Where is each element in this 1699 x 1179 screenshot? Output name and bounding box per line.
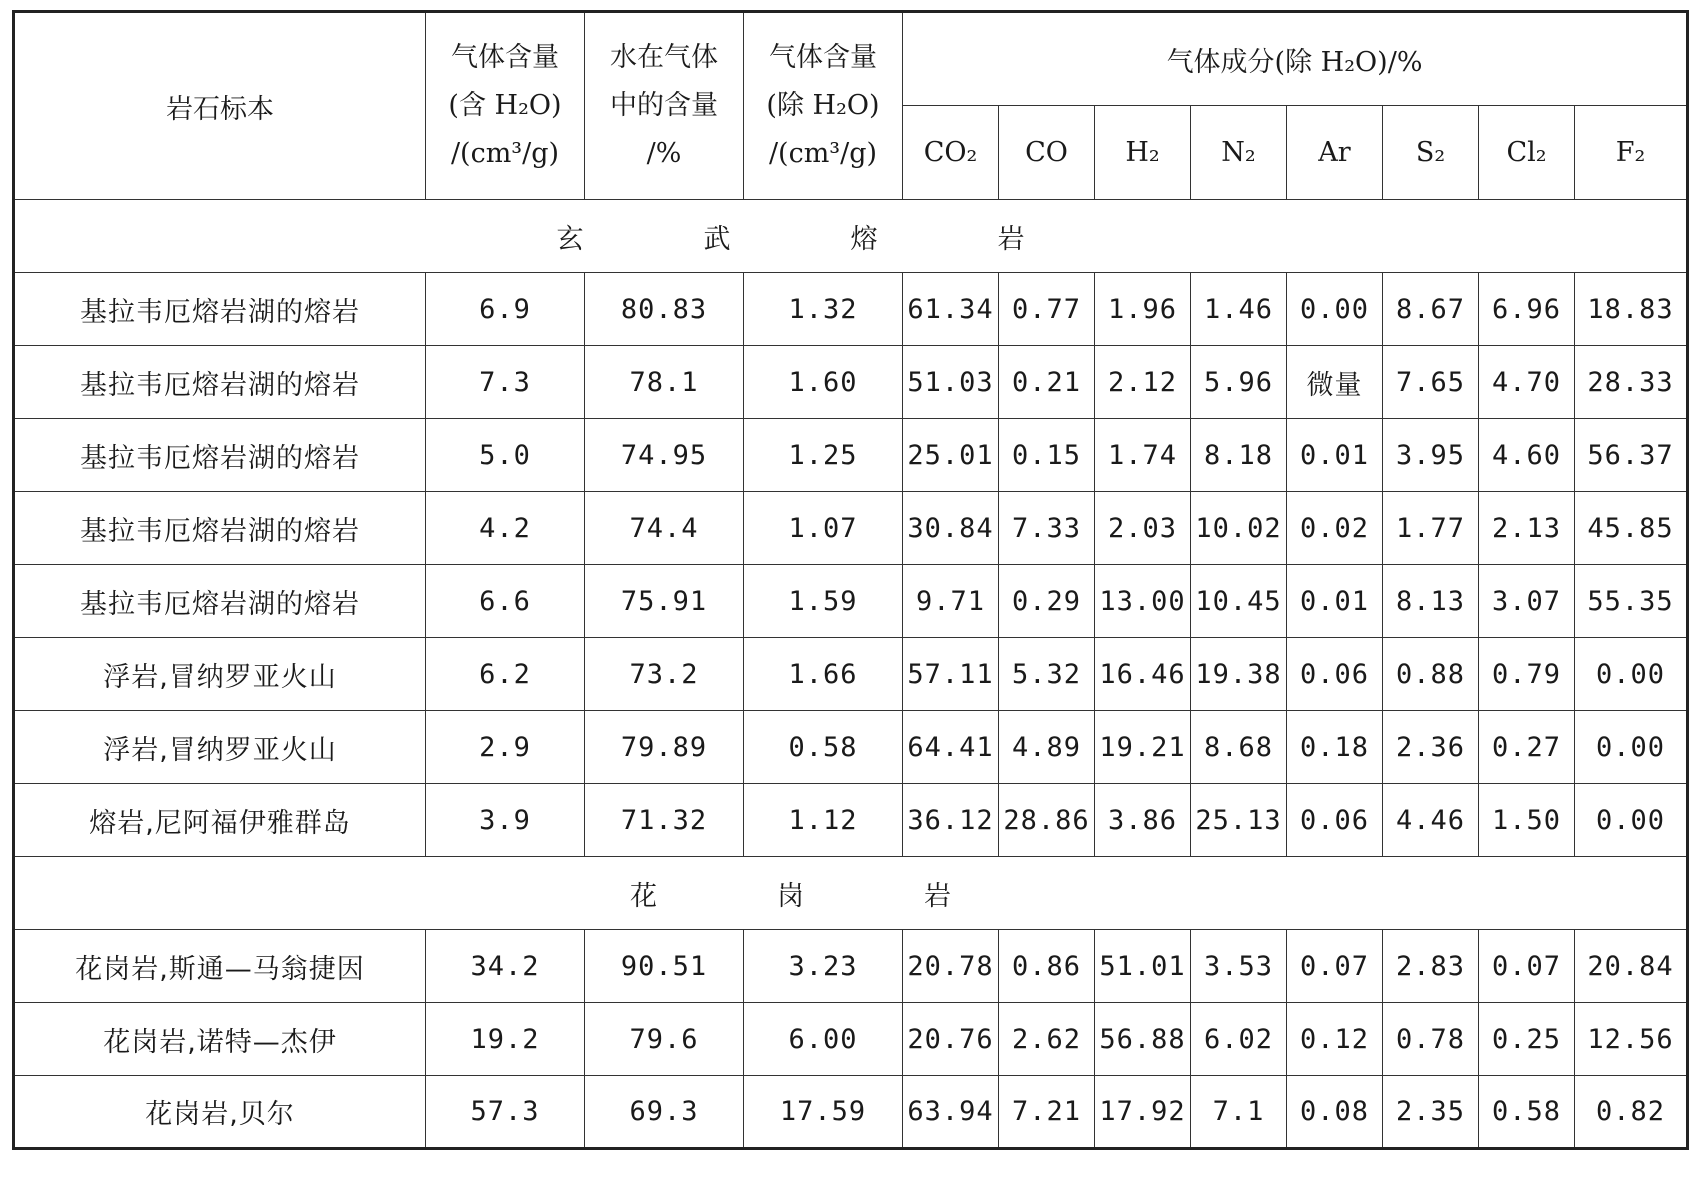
value-cell: 75.91 — [585, 565, 744, 638]
value-cell: 28.33 — [1575, 346, 1688, 419]
value-cell: 19.2 — [426, 1003, 585, 1076]
value-cell: 0.78 — [1383, 1003, 1479, 1076]
value-cell: 51.03 — [903, 346, 999, 419]
value-cell: 2.83 — [1383, 930, 1479, 1003]
header-co: CO — [999, 106, 1095, 200]
rock-sample-cell: 花岗岩,诺特—杰伊 — [14, 1003, 426, 1076]
rock-sample-cell: 花岗岩,斯通—马翁捷因 — [14, 930, 426, 1003]
value-cell: 28.86 — [999, 784, 1095, 857]
value-cell: 6.9 — [426, 273, 585, 346]
value-cell: 69.3 — [585, 1076, 744, 1149]
value-cell: 18.83 — [1575, 273, 1688, 346]
header-line: 水在气体 — [610, 42, 718, 73]
rock-sample-cell: 基拉韦厄熔岩湖的熔岩 — [14, 273, 426, 346]
value-cell: 0.82 — [1575, 1076, 1688, 1149]
header-f2: F₂ — [1575, 106, 1688, 200]
value-cell: 1.12 — [744, 784, 903, 857]
value-cell: 0.06 — [1287, 638, 1383, 711]
value-cell: 4.46 — [1383, 784, 1479, 857]
header-line: 气体含量 — [451, 42, 559, 73]
value-cell: 19.21 — [1095, 711, 1191, 784]
value-cell: 9.71 — [903, 565, 999, 638]
table-row — [14, 419, 1688, 492]
value-cell: 90.51 — [585, 930, 744, 1003]
rock-sample-cell: 花岗岩,贝尔 — [14, 1076, 426, 1149]
header-co2: CO₂ — [903, 106, 999, 200]
header-gas-content-with-water — [426, 12, 585, 200]
value-cell: 0.15 — [999, 419, 1095, 492]
rock-sample-cell: 基拉韦厄熔岩湖的熔岩 — [14, 419, 426, 492]
table-row — [14, 273, 1688, 346]
value-cell: 55.35 — [1575, 565, 1688, 638]
value-cell: 1.32 — [744, 273, 903, 346]
value-cell: 7.65 — [1383, 346, 1479, 419]
value-cell: 12.56 — [1575, 1003, 1688, 1076]
value-cell: 0.08 — [1287, 1076, 1383, 1149]
value-cell: 3.9 — [426, 784, 585, 857]
value-cell: 34.2 — [426, 930, 585, 1003]
value-cell: 0.86 — [999, 930, 1095, 1003]
value-cell: 71.32 — [585, 784, 744, 857]
value-cell: 0.21 — [999, 346, 1095, 419]
table-body — [14, 200, 1688, 1149]
rock-sample-cell: 基拉韦厄熔岩湖的熔岩 — [14, 565, 426, 638]
value-cell: 3.07 — [1479, 565, 1575, 638]
section-row — [14, 200, 1688, 273]
value-cell: 4.89 — [999, 711, 1095, 784]
header-line: /(cm³/g) — [450, 138, 560, 169]
value-cell: 64.41 — [903, 711, 999, 784]
value-cell: 79.89 — [585, 711, 744, 784]
value-cell: 0.00 — [1575, 638, 1688, 711]
value-cell: 2.62 — [999, 1003, 1095, 1076]
value-cell: 8.68 — [1191, 711, 1287, 784]
value-cell: 25.01 — [903, 419, 999, 492]
value-cell: 0.02 — [1287, 492, 1383, 565]
value-cell: 2.03 — [1095, 492, 1191, 565]
value-cell: 0.00 — [1287, 273, 1383, 346]
header-n2: N₂ — [1191, 106, 1287, 200]
value-cell: 63.94 — [903, 1076, 999, 1149]
value-cell: 6.02 — [1191, 1003, 1287, 1076]
value-cell: 1.46 — [1191, 273, 1287, 346]
value-cell: 17.92 — [1095, 1076, 1191, 1149]
value-cell: 2.13 — [1479, 492, 1575, 565]
header-water-in-gas — [585, 12, 744, 200]
table-row — [14, 565, 1688, 638]
section-row — [14, 857, 1688, 930]
section-title: 花岗岩 — [14, 857, 1688, 930]
header-gas-content-without-water — [744, 12, 903, 200]
value-cell: 5.96 — [1191, 346, 1287, 419]
value-cell: 8.13 — [1383, 565, 1479, 638]
table-row — [14, 784, 1688, 857]
header-rock-sample: 岩石标本 — [14, 12, 426, 200]
value-cell: 0.01 — [1287, 565, 1383, 638]
value-cell: 79.6 — [585, 1003, 744, 1076]
table-row — [14, 930, 1688, 1003]
value-cell: 1.77 — [1383, 492, 1479, 565]
value-cell: 6.96 — [1479, 273, 1575, 346]
gas-composition-table — [12, 10, 1689, 1150]
value-cell: 51.01 — [1095, 930, 1191, 1003]
value-cell: 2.35 — [1383, 1076, 1479, 1149]
value-cell: 80.83 — [585, 273, 744, 346]
value-cell: 0.88 — [1383, 638, 1479, 711]
rock-sample-cell: 浮岩,冒纳罗亚火山 — [14, 638, 426, 711]
value-cell: 0.29 — [999, 565, 1095, 638]
value-cell: 0.06 — [1287, 784, 1383, 857]
value-cell: 2.9 — [426, 711, 585, 784]
value-cell: 30.84 — [903, 492, 999, 565]
value-cell: 0.58 — [1479, 1076, 1575, 1149]
value-cell: 1.25 — [744, 419, 903, 492]
table-row — [14, 638, 1688, 711]
value-cell: 20.78 — [903, 930, 999, 1003]
value-cell: 56.37 — [1575, 419, 1688, 492]
rock-sample-cell: 浮岩,冒纳罗亚火山 — [14, 711, 426, 784]
value-cell: 3.86 — [1095, 784, 1191, 857]
value-cell: 20.84 — [1575, 930, 1688, 1003]
value-cell: 0.79 — [1479, 638, 1575, 711]
section-title: 玄武熔岩 — [14, 200, 1688, 273]
header-line: (含 H₂O) — [448, 90, 562, 121]
rock-sample-cell: 基拉韦厄熔岩湖的熔岩 — [14, 346, 426, 419]
value-cell: 74.4 — [585, 492, 744, 565]
value-cell: 36.12 — [903, 784, 999, 857]
value-cell: 6.00 — [744, 1003, 903, 1076]
value-cell: 0.00 — [1575, 711, 1688, 784]
value-cell: 0.07 — [1287, 930, 1383, 1003]
value-cell: 2.36 — [1383, 711, 1479, 784]
value-cell: 7.21 — [999, 1076, 1095, 1149]
header-line: /% — [646, 138, 682, 169]
value-cell: 0.01 — [1287, 419, 1383, 492]
header-line: 中的含量 — [610, 90, 718, 121]
table-row — [14, 492, 1688, 565]
value-cell: 5.32 — [999, 638, 1095, 711]
table-row — [14, 346, 1688, 419]
header-s2: S₂ — [1383, 106, 1479, 200]
value-cell: 6.2 — [426, 638, 585, 711]
value-cell: 0.07 — [1479, 930, 1575, 1003]
value-cell: 10.45 — [1191, 565, 1287, 638]
value-cell: 2.12 — [1095, 346, 1191, 419]
value-cell: 0.00 — [1575, 784, 1688, 857]
value-cell: 8.67 — [1383, 273, 1479, 346]
value-cell: 微量 — [1287, 346, 1383, 419]
value-cell: 0.58 — [744, 711, 903, 784]
value-cell: 1.60 — [744, 346, 903, 419]
value-cell: 7.33 — [999, 492, 1095, 565]
value-cell: 1.96 — [1095, 273, 1191, 346]
value-cell: 57.3 — [426, 1076, 585, 1149]
value-cell: 5.0 — [426, 419, 585, 492]
value-cell: 7.3 — [426, 346, 585, 419]
value-cell: 1.74 — [1095, 419, 1191, 492]
value-cell: 1.07 — [744, 492, 903, 565]
value-cell: 0.77 — [999, 273, 1095, 346]
value-cell: 45.85 — [1575, 492, 1688, 565]
value-cell: 19.38 — [1191, 638, 1287, 711]
value-cell: 10.02 — [1191, 492, 1287, 565]
value-cell: 16.46 — [1095, 638, 1191, 711]
value-cell: 7.1 — [1191, 1076, 1287, 1149]
value-cell: 1.59 — [744, 565, 903, 638]
value-cell: 74.95 — [585, 419, 744, 492]
value-cell: 17.59 — [744, 1076, 903, 1149]
value-cell: 73.2 — [585, 638, 744, 711]
table-row — [14, 711, 1688, 784]
value-cell: 0.27 — [1479, 711, 1575, 784]
value-cell: 57.11 — [903, 638, 999, 711]
header-h2: H₂ — [1095, 106, 1191, 200]
header-ar: Ar — [1287, 106, 1383, 200]
table-row — [14, 1003, 1688, 1076]
value-cell: 56.88 — [1095, 1003, 1191, 1076]
value-cell: 61.34 — [903, 273, 999, 346]
value-cell: 1.66 — [744, 638, 903, 711]
value-cell: 0.12 — [1287, 1003, 1383, 1076]
value-cell: 4.70 — [1479, 346, 1575, 419]
table-row — [14, 1076, 1688, 1149]
value-cell: 8.18 — [1191, 419, 1287, 492]
value-cell: 3.53 — [1191, 930, 1287, 1003]
header-gas-composition-group: 气体成分(除 H₂O)/% — [903, 12, 1688, 106]
value-cell: 6.6 — [426, 565, 585, 638]
value-cell: 4.60 — [1479, 419, 1575, 492]
value-cell: 3.95 — [1383, 419, 1479, 492]
header-line: 气体含量 — [769, 42, 877, 73]
value-cell: 0.18 — [1287, 711, 1383, 784]
value-cell: 78.1 — [585, 346, 744, 419]
value-cell: 20.76 — [903, 1003, 999, 1076]
rock-sample-cell: 熔岩,尼阿福伊雅群岛 — [14, 784, 426, 857]
value-cell: 4.2 — [426, 492, 585, 565]
value-cell: 3.23 — [744, 930, 903, 1003]
rock-sample-cell: 基拉韦厄熔岩湖的熔岩 — [14, 492, 426, 565]
header-line: /(cm³/g) — [768, 138, 878, 169]
value-cell: 0.25 — [1479, 1003, 1575, 1076]
value-cell: 1.50 — [1479, 784, 1575, 857]
value-cell: 13.00 — [1095, 565, 1191, 638]
table-header — [14, 12, 1688, 200]
header-line: (除 H₂O) — [766, 90, 880, 121]
value-cell: 25.13 — [1191, 784, 1287, 857]
header-cl2: Cl₂ — [1479, 106, 1575, 200]
